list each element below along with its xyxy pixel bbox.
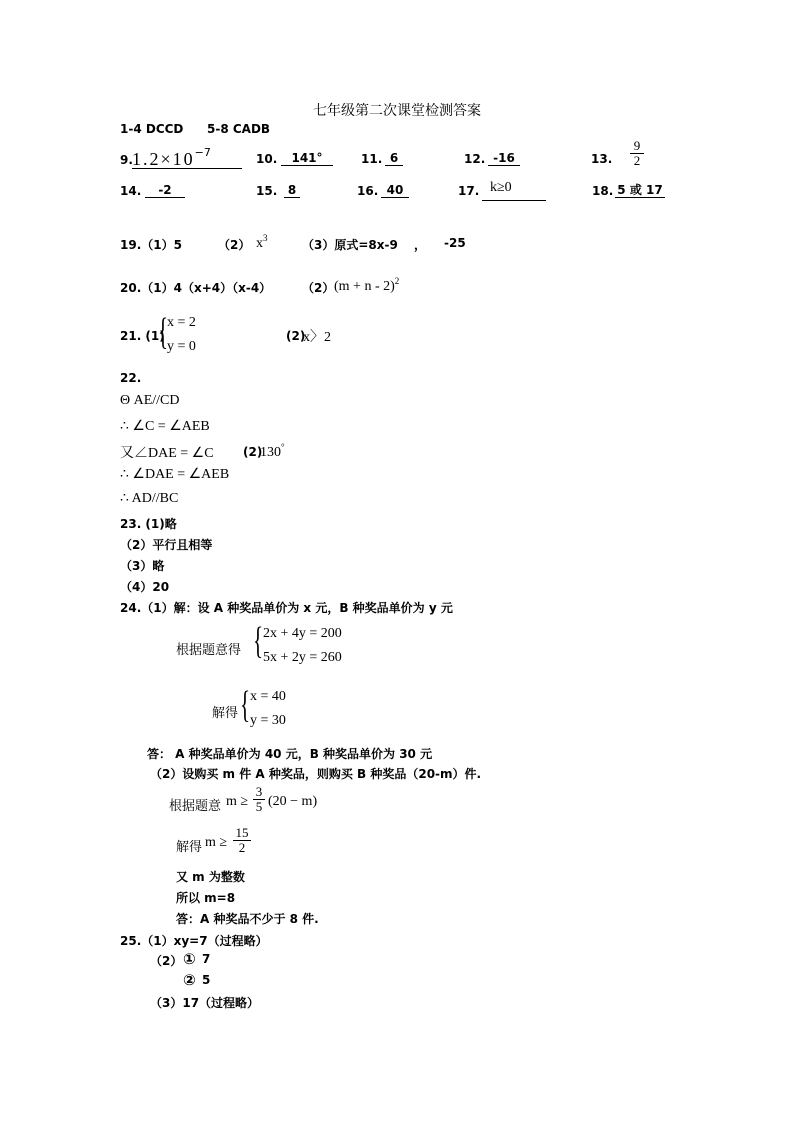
q24-result: 所以 m=8 (176, 891, 236, 905)
q25-line1: 25.（1）xy=7（过程略） (120, 934, 268, 948)
q10-number: 10. (256, 152, 278, 166)
q17-answer (482, 180, 546, 201)
q22-part2-degree: ° (281, 442, 285, 452)
q24-eq1: 2x + 4y = 200 (263, 626, 342, 641)
q24-line1: 24.（1）解：设 A 种奖品单价为 x 元，B 种奖品单价为 y 元 (120, 601, 453, 615)
q24-solution-m: m ≥ (205, 835, 228, 850)
q22-part2-value: 130 (260, 445, 281, 460)
q20-part2-expression: (m + n - 2) (334, 279, 395, 294)
q21-eq1: x = 2 (167, 315, 196, 330)
q13-number: 13. (591, 152, 613, 166)
q24-solution-label: 解得 (176, 840, 203, 855)
q24-inequality-fraction (253, 785, 265, 814)
q23-line1: 23. (1)略 (120, 517, 177, 531)
q23-line3: （3）略 (120, 559, 165, 573)
q22-line: ∴ AD//BC (120, 491, 179, 506)
q10-answer: 141° (281, 151, 333, 166)
q13-denominator: 2 (633, 153, 641, 168)
q17-answer-text: k≥0 (490, 180, 512, 195)
q24-system-brace: { (253, 620, 264, 662)
choice-answers-5-8: 5-8 CADB (207, 122, 271, 136)
q24-inequality-m: m ≥ (226, 794, 249, 809)
q23-line4: （4）20 (120, 580, 170, 594)
q25-line2-label: （2） (150, 954, 183, 968)
q19-part3: （3）原式=8x-9 ， (302, 238, 427, 252)
q25-line3: （3）17（过程略） (150, 996, 260, 1010)
q24-solution-numerator: 15 (233, 826, 251, 841)
q24-inequality-rest: (20 − m) (268, 794, 318, 809)
q24-integer-note: 又 m 为整数 (176, 870, 245, 884)
q24-solution-denominator: 2 (238, 840, 246, 855)
q24-answer2: 答：A 种奖品不少于 8 件. (176, 912, 319, 926)
q13-numerator: 9 (630, 139, 644, 154)
q21-label: 21. (1) (120, 329, 165, 343)
q22-label: 22. (120, 371, 142, 385)
q18-number: 18. (592, 184, 614, 198)
q19-part2-base: x (256, 236, 263, 251)
q24-eq2: 5x + 2y = 260 (263, 650, 342, 665)
q18-answer: 5 或 17 (615, 183, 665, 198)
q11-number: 11. (361, 152, 383, 166)
q20-part2-exponent: 2 (394, 276, 400, 286)
q24-inequality-denominator: 5 (255, 799, 263, 814)
q11-answer: 6 (385, 151, 403, 166)
q24-solve-label: 解得 (212, 706, 239, 721)
q25-circle2: ② (183, 971, 196, 989)
q22-part2-label: (2) (243, 445, 263, 459)
q21-part2-label: (2) (286, 329, 306, 343)
q9-number: 9. (120, 153, 133, 167)
choice-answers-1-4: 1-4 DCCD (120, 122, 184, 136)
q20-part2-answer (334, 276, 399, 295)
q24-solution-fraction (233, 826, 251, 855)
q25-value2: 5 (202, 973, 211, 987)
q19-part1: 19.（1）5 (120, 238, 182, 252)
q24-inequality-numerator: 3 (253, 785, 265, 800)
q12-answer: -16 (488, 151, 520, 166)
q22-line: ∴ ∠C = ∠AEB (120, 419, 210, 434)
q19-part2-answer (256, 233, 268, 252)
q20-part1: 20.（1）4（x+4）（x-4） (120, 281, 272, 295)
q24-according-label: 根据题意得 (176, 643, 242, 658)
q20-part2-label: （2） (302, 281, 335, 295)
q22-part2-answer (260, 442, 285, 461)
q24-sol2: y = 30 (250, 713, 286, 728)
q14-number: 14. (120, 184, 142, 198)
q21-brace: { (158, 311, 169, 353)
q15-number: 15. (256, 184, 278, 198)
q13-fraction (630, 139, 644, 168)
q16-answer: 40 (381, 183, 409, 198)
q24-inequality-label: 根据题意 (169, 799, 222, 814)
page-title: 七年级第二次课堂检测答案 (313, 103, 481, 119)
q21-eq2: y = 0 (167, 339, 196, 354)
q12-number: 12. (464, 152, 486, 166)
q16-number: 16. (357, 184, 379, 198)
q9-exponent: −7 (194, 146, 211, 159)
q19-part2-exponent: 3 (263, 233, 268, 243)
q22-line: 又∠DAE = ∠C (120, 446, 214, 461)
q24-line2: （2）设购买 m 件 A 种奖品，则购买 B 种奖品（20-m）件. (150, 767, 482, 781)
q19-part3-result: -25 (444, 236, 466, 250)
q17-number: 17. (458, 184, 480, 198)
q15-answer: 8 (284, 183, 300, 198)
q25-circle1: ① (183, 950, 196, 968)
q21-part2-answer: x〉2 (303, 330, 331, 345)
q24-answer1: 答： A 种奖品单价为 40 元，B 种奖品单价为 30 元 (147, 747, 433, 761)
q14-answer: -2 (145, 183, 185, 198)
q22-line: ∴ ∠DAE = ∠AEB (120, 467, 230, 482)
q19-part2-label: （2） (218, 238, 251, 252)
q9-base: 1.2×10 (132, 149, 195, 169)
q9-answer (132, 146, 242, 169)
q25-value1: 7 (202, 952, 211, 966)
q22-line: Θ AE//CD (120, 393, 180, 408)
q24-sol1: x = 40 (250, 689, 286, 704)
q23-line2: （2）平行且相等 (120, 538, 213, 552)
q24-solution-brace: { (240, 684, 251, 726)
